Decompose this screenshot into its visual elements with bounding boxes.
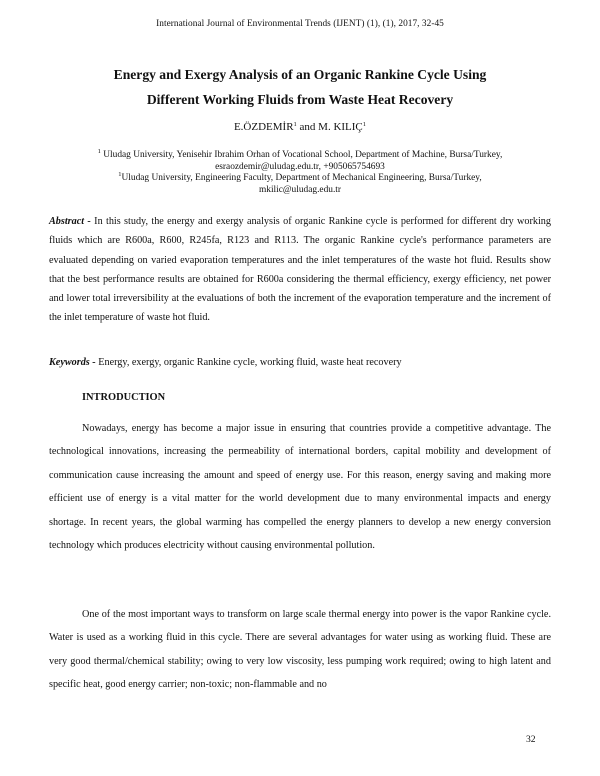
introduction-paragraph-2: One of the most important ways to transform on large scale thermal energy into power is the vapor Rankine cycle. Water is used as a working fluid in this cycle. There are several advantages for water using as working fluid. These are very good thermal/chemical stability; owing to very low viscosity, less pumping work required; owing to high latent and specific heat, good energy carrier; non-toxic; non-flammable and no — [49, 609, 551, 691]
affiliation-1-line-2: esraozdemir@uludag.edu.tr, +905065754693 — [215, 161, 385, 172]
journal-header: International Journal of Environmental Trends (IJENT) (1), (1), 2017, 32-45 — [156, 19, 444, 29]
abstract — [49, 212, 551, 328]
affiliation-1-line-1: Uludag University, Yenisehir Ibrahim Orhan of Vocational School, Department of Machine, Bursa/Turkey, — [100, 150, 503, 160]
affiliation-1-mark: 1 — [97, 148, 101, 155]
author-2-affiliation-mark: 1 — [362, 121, 367, 128]
author-2-name: and M. KILIÇ — [296, 121, 363, 133]
paper-title — [40, 62, 560, 112]
keywords-text: Energy, exergy, organic Rankine cycle, working fluid, waste heat recovery — [98, 357, 402, 368]
keywords-label: Keywords - — [49, 357, 96, 368]
author-list — [0, 121, 600, 133]
affiliation-2-line-1: Uludag University, Engineering Faculty, Department of Mechanical Engineering, Bursa/Turkey, — [121, 173, 482, 183]
abstract-label: Abstract - — [49, 216, 91, 227]
affiliation-2 — [40, 169, 560, 196]
introduction-paragraph-1: Nowadays, energy has become a major issue in ensuring that countries provide a competitive advantage. The technological innovations, increasing the permeability of international borders, capital mobility and development of communication cause increasing the amount and speed of energy use. For this reason, energy saving and making more efficient use of energy is a vital matter for the world development due to many environmental impacts and energy shortage. In recent years, the global warming has compelled the energy planners to develop a new energy conversion technology which produces electricity without causing environmental pollution. — [49, 423, 551, 552]
author-1-affiliation-mark: 1 — [293, 121, 297, 128]
keywords — [49, 357, 551, 368]
author-1-name: E.ÖZDEMİR — [233, 121, 294, 133]
affiliation-2-line-2: mkilic@uludag.edu.tr — [258, 184, 342, 195]
title-line-2: Different Working Fluids from Waste Heat Recovery — [146, 92, 454, 107]
page-number: 32 — [526, 734, 536, 745]
abstract-text: In this study, the energy and exergy analysis of organic Rankine cycle is performed for different dry working fluids which are R600a, R600, R245fa, R123 and R113. The organic Rankine cycle's performance parameters are evaluated depending on varied evaporation temperatures and the inlet temperatures of the waste hot fluid. Results show that the best performance results are obtained for R600a considering the thermal efficiency, exergy efficiency, net power and lower total irreversibility at the evaluations of both the increment of the evaporation temperature and the increment of the inlet temperature of waste hot fluid. — [49, 216, 551, 324]
affiliation-2-mark: 1 — [118, 171, 122, 178]
title-line-1: Energy and Exergy Analysis of an Organic Rankine Cycle Using — [113, 67, 487, 82]
section-heading-introduction: INTRODUCTION — [82, 392, 166, 403]
